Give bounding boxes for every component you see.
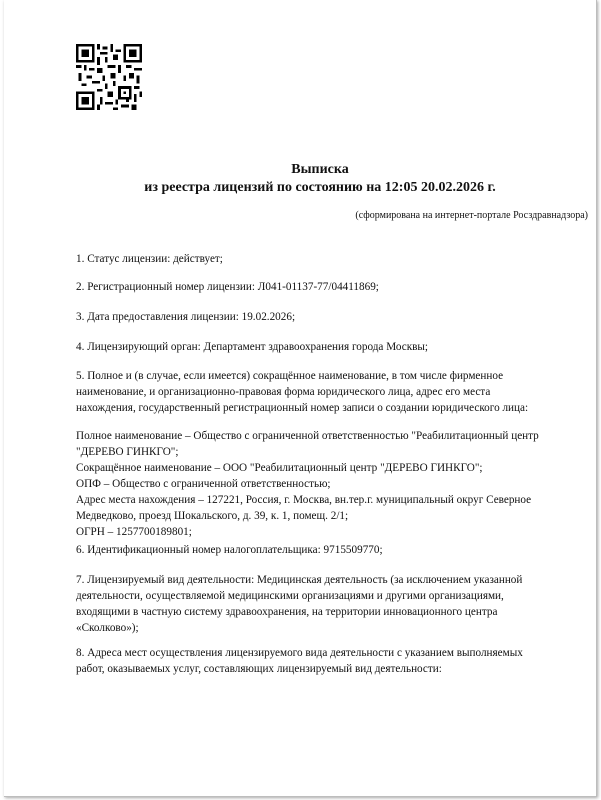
text-line: 5. Полное и (в случае, если имеется) сокращённое наименование, в том числе фирменное (76, 370, 504, 382)
licensed-activity (76, 572, 576, 636)
licensing-authority: 4. Лицензирующий орган: Департамент здравоохранения города Москвы; (76, 341, 429, 353)
qr-code-icon (76, 44, 142, 110)
organization-details (76, 428, 576, 540)
text-line: 8. Адреса мест осуществления лицензируемого вида деятельности с указанием выполняемых (76, 647, 523, 659)
license-status: 1. Статус лицензии: действует; (76, 253, 223, 265)
document-subtitle: из реестра лицензий по состоянию на 12:05 20.02.2026 г. (144, 180, 496, 195)
registration-number: 2. Регистрационный номер лицензии: Л041-01137-77/04411869; (76, 281, 379, 293)
text-line: ОГРН – 1257700189801; (76, 526, 192, 538)
text-line: Адрес места нахождения – 127221, Россия, г. Москва, вн.тер.г. муниципальный округ Северное (76, 494, 532, 506)
text-line: нахождения, государственный регистрационный номер записи о создании юридического лица: (76, 402, 529, 414)
license-date: 3. Дата предоставления лицензии: 19.02.2026; (76, 311, 296, 323)
text-line: Медведково, проезд Шокальского, д. 39, к. 1, помещ. 2/1; (76, 510, 349, 522)
text-line: работ, оказываемых услуг, составляющих лицензируемый вид деятельности: (76, 663, 442, 675)
source-note: (сформирована на интернет-портале Росздравнадзора) (355, 210, 588, 221)
document-page (4, 0, 597, 797)
text-line: входящими в частную систему здравоохранения, на территории инновационного центра (76, 606, 498, 618)
text-line: 7. Лицензируемый вид деятельности: Медицинская деятельность (за исключением указанной (76, 574, 523, 586)
text-line: Сокращённое наименование – ООО "Реабилитационный центр "ДЕРЕВО ГИНКГО"; (76, 462, 483, 474)
text-line: "ДЕРЕВО ГИНКГО"; (76, 446, 179, 458)
taxpayer-id: 6. Идентификационный номер налогоплательщика: 9715509770; (76, 544, 383, 556)
activity-addresses (76, 645, 576, 677)
organization-name-section (76, 368, 576, 416)
text-line: Полное наименование – Общество с ограниченной ответственностью "Реабилитационный центр (76, 430, 539, 442)
text-line: деятельности, осуществляемой медицинскими организациями и другими организациями, (76, 590, 504, 602)
document-title: Выписка (291, 162, 349, 177)
text-line: «Сколково»); (76, 622, 139, 634)
text-line: ОПФ – Общество с ограниченной ответственностью; (76, 478, 331, 490)
text-line: наименование, и организационно-правовая форма юридического лица, адрес его места (76, 386, 491, 398)
